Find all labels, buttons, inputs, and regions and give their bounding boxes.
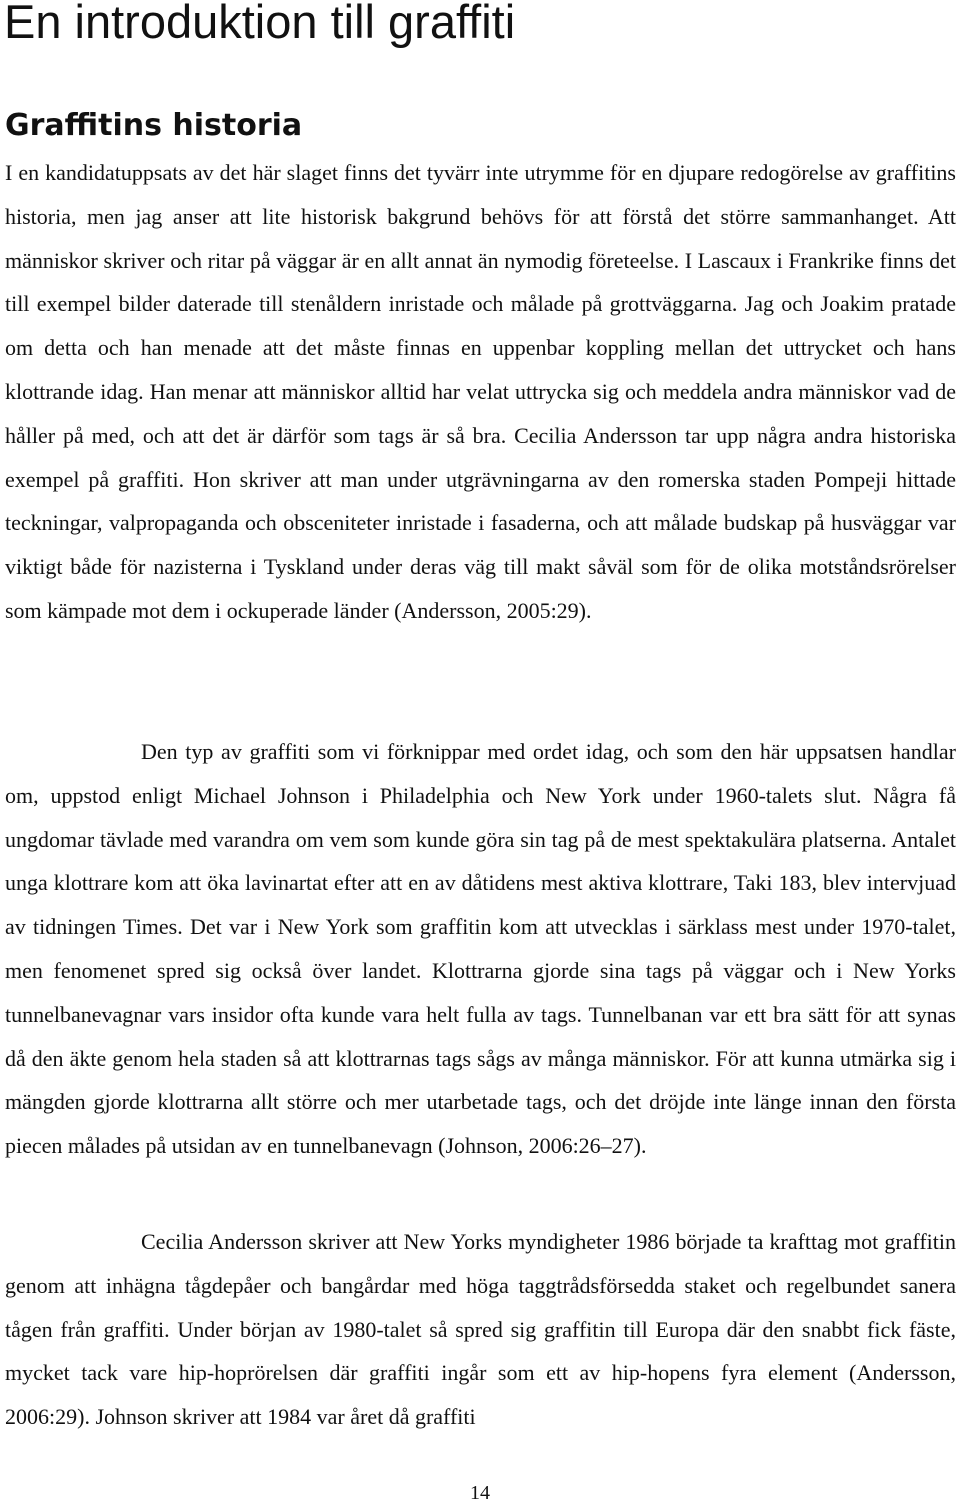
page-title: En introduktion till graffiti [4, 0, 516, 48]
body-paragraph-1: I en kandidatuppsats av det här slaget finns det tyvärr inte utrymme för en djupare redogörelse av graffitins historia, men jag anser att lite historisk bakgrund behövs för att förstå det större sammanhanget. Att människor skriver och ritar på väggar är en allt annat än nymodig företeelse. I Lascaux i Frankrike finns det till exempel bilder daterade till stenåldern inristade och målade på grottväggarna. Jag och Joakim pratade om detta och han menade att det måste finnas en uppenbar koppling mellan det uttrycket och hans klottrande idag. Han menar att människor alltid har velat uttrycka sig och meddela andra människor vad de håller på med, och att det är därför som tags är så bra. Cecilia Andersson tar upp några andra historiska exempel på graffiti. Hon skriver att man under utgrävningarna av den romerska staden Pompeji hittade teckningar, valpropaganda och obsceniteter inristade i fasaderna, och att målade budskap på husväggar var viktigt både för nazisterna i Tyskland under deras väg till makt såväl som för de olika motståndsrörelser som kämpade mot dem i ockuperade länder (Andersson, 2005:29). [5, 160, 956, 623]
body-paragraph-3: Cecilia Andersson skriver att New Yorks myndigheter 1986 började ta krafttag mot graffitin genom att inhägna tågdepåer och bangårdar med höga taggtrådsförsedda staket och regelbundet sanera tågen från graffiti. Under början av 1980-talet så spred sig graffitin till Europa där den snabbt fick fäste, mycket tack vare hip-hoprörelsen där graffiti ingår som ett av hip-hopens fyra element (Andersson, 2006:29). Johnson skriver att 1984 var året då graffiti [5, 1229, 956, 1430]
section-heading: Graffitins historia [5, 108, 303, 143]
body-paragraph-2: Den typ av graffiti som vi förknippar med ordet idag, och som den här uppsatsen handlar om, uppstod enligt Michael Johnson i Philadelphia och New York under 1960-talets slut. Några få ungdomar tävlade med varandra om vem som kunde göra sin tag på de mest spektakulära platserna. Antalet unga klottrare kom att öka lavinartat efter att en av dåtidens mest aktiva klottrare, Taki 183, blev intervjuad av tidningen Times. Det var i New York som graffitin kom att utvecklas i särklass mest under 1970-talet, men fenomenet spred sig också över landet. Klottrarna gjorde sina tags på väggar och i New Yorks tunnelbanevagnar vars insidor ofta kunde vara helt fulla av tags. Tunnelbanan var ett bra sätt för att synas då den äkte genom hela staden så att klottrarnas tags sågs av många människor. För att kunna utmärka sig i mängden gjorde klottrarna allt större och mer utarbetade tags, och det dröjde inte länge innan den första piecen målades på utsidan av en tunnelbanevagn (Johnson, 2006:26–27). [5, 739, 956, 1159]
page-number: 14 [470, 1482, 490, 1504]
